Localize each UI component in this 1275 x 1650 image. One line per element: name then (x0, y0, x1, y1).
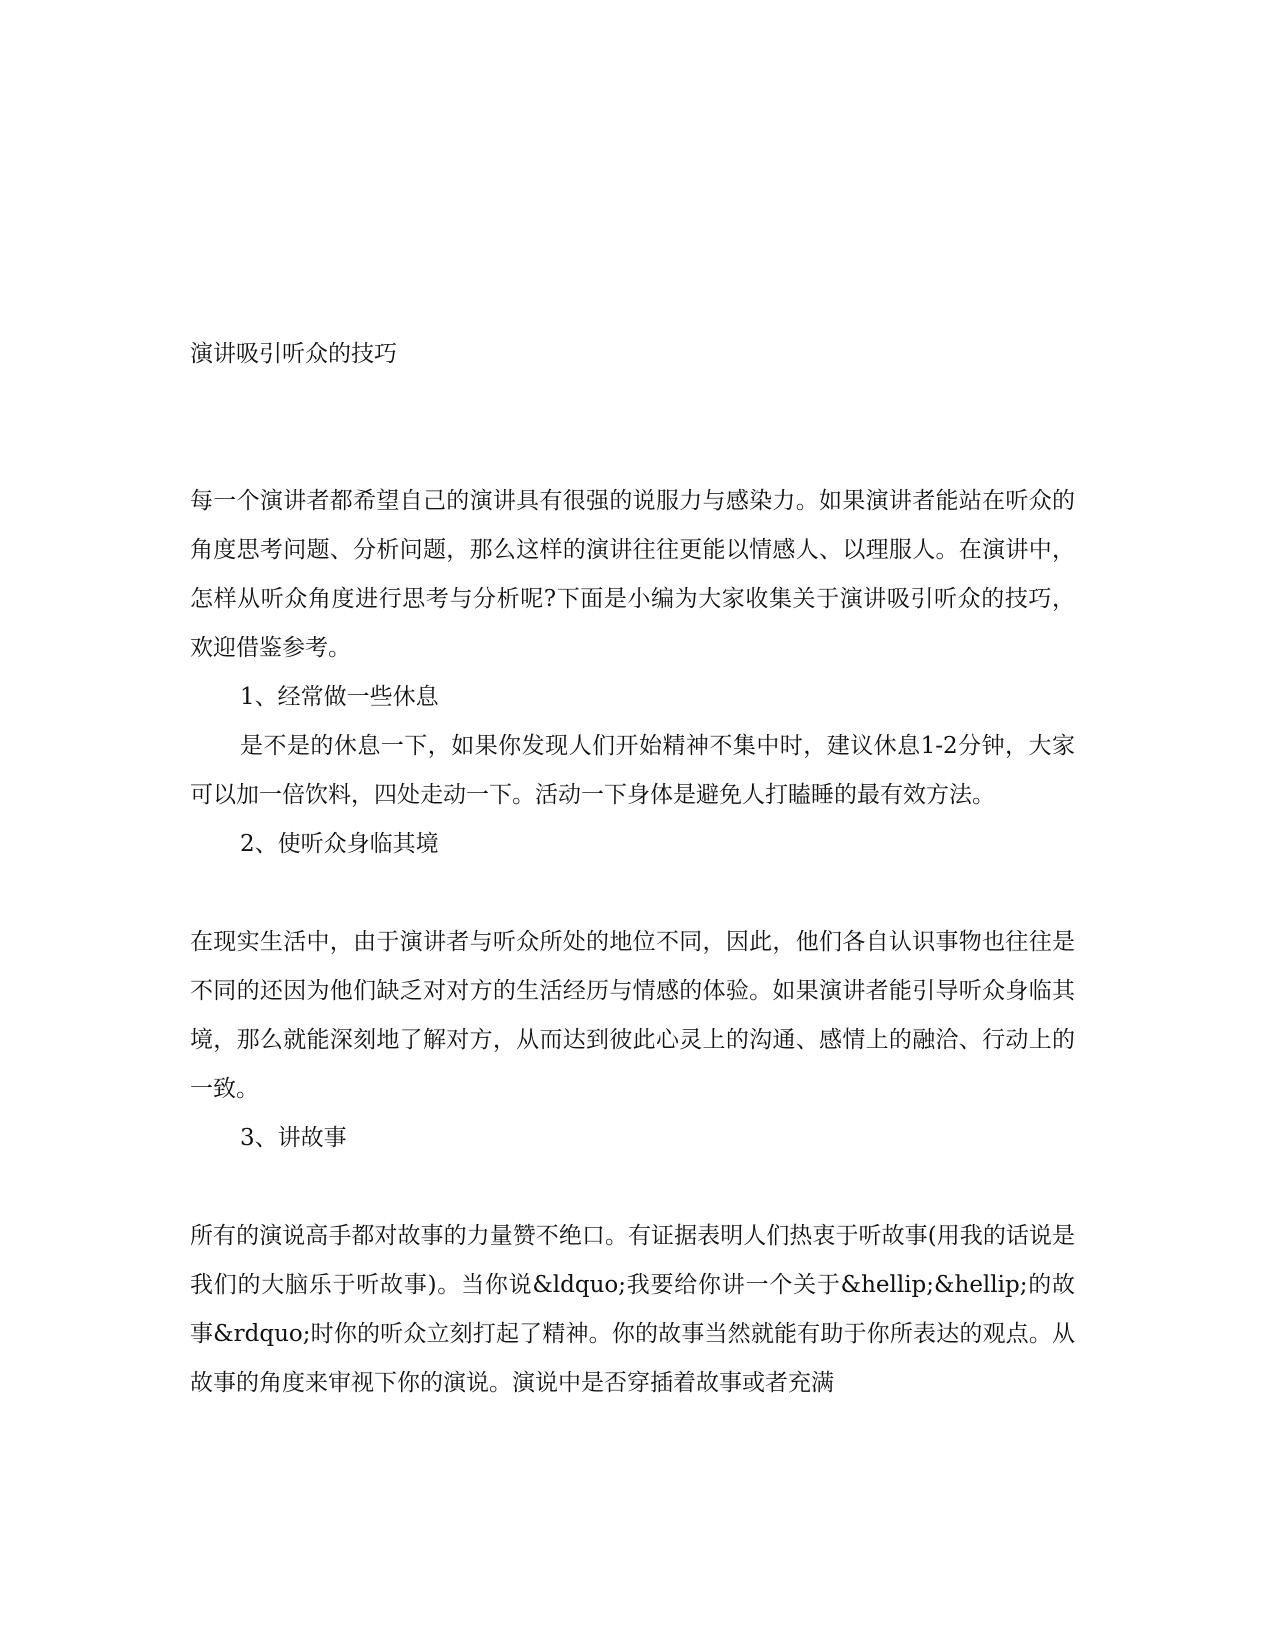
section-heading-1: 1、经常做一些休息 (240, 684, 439, 710)
spacer (190, 379, 1075, 477)
intro-paragraph: 每一个演讲者都希望自己的演讲具有很强的说服力与感染力。如果演讲者能站在听众的角度思考问题、分析问题，那么这样的演讲往往更能以情感人、以理服人。在演讲中，怎样从听众角度进行思考与分析呢?下面是小编为大家收集关于演讲吸引听众的技巧，欢迎借鉴参考。 (190, 488, 1075, 661)
section-body-1: 是不是的休息一下，如果你发现人们开始精神不集中时，建议休息1-2分钟，大家可以加一倍饮料，四处走动一下。活动一下身体是避免人打瞌睡的最有效方法。 (190, 733, 1075, 808)
section-heading-2: 2、使听众身临其境 (240, 831, 439, 857)
section-body-3: 所有的演说高手都对故事的力量赞不绝口。有证据表明人们热衷于听故事(用我的话说是我们的大脑乐于听故事)。当你说&ldquo;我要给你讲一个关于&hellip;&hellip;的故事&rdquo;时你的听众立刻打起了精神。你的故事当然就能有助于你所表达的观点。从故事的角度来审视下你的演说。演说中是否穿插着故事或者充满 (190, 1223, 1075, 1396)
spacer (190, 869, 1075, 918)
section-heading-3: 3、讲故事 (240, 1125, 347, 1151)
spacer (190, 1163, 1075, 1212)
document-body (190, 330, 1075, 1408)
document-title: 演讲吸引听众的技巧 (190, 341, 397, 367)
section-body-2: 在现实生活中，由于演讲者与听众所处的地位不同，因此，他们各自认识事物也往往是不同的还因为他们缺乏对对方的生活经历与情感的体验。如果演讲者能引导听众身临其境，那么就能深刻地了解对方，从而达到彼此心灵上的沟通、感情上的融洽、行动上的一致。 (190, 929, 1075, 1102)
